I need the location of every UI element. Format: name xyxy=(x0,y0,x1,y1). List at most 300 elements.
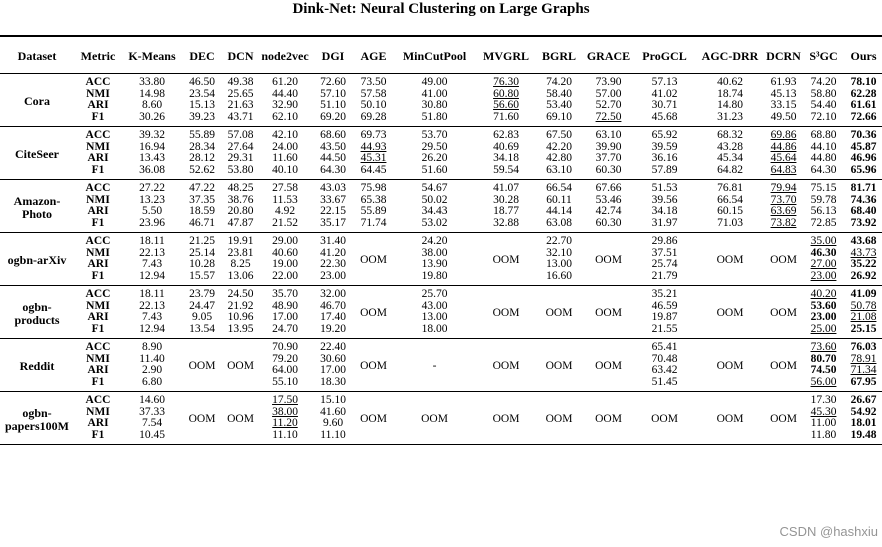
table-cell-merged: OOM xyxy=(770,359,797,372)
metric-label: ARI xyxy=(87,258,109,270)
table-cell: 30.26 xyxy=(139,110,165,123)
metric-label: ARI xyxy=(87,417,109,429)
table-cell: 65.38 xyxy=(360,193,387,206)
table-cell-merged: OOM xyxy=(716,359,744,372)
table-cell: 61.93 xyxy=(770,76,797,88)
table-row xyxy=(0,233,882,248)
table-cell: 31.40 xyxy=(320,235,346,247)
table-cell: 43.73 xyxy=(850,246,877,259)
table-cell: 24.70 xyxy=(272,322,298,335)
metric-label: NMI xyxy=(86,140,110,153)
table-cell: 73.70 xyxy=(770,193,797,206)
table-cell: 13.00 xyxy=(421,311,448,323)
table-cell: 11.10 xyxy=(272,428,298,441)
table-cell: 61.61 xyxy=(850,99,877,111)
table-cell: 29.86 xyxy=(651,235,678,247)
table-cell: 76.30 xyxy=(493,76,519,88)
column-header: K-Means xyxy=(128,48,176,63)
table-cell: 46.50 xyxy=(189,76,215,88)
table-cell: 14.60 xyxy=(139,394,165,406)
table-cell: 33.15 xyxy=(770,99,797,111)
metric-label: NMI xyxy=(86,246,110,259)
metric-label: F1 xyxy=(91,375,105,388)
table-cell: 11.40 xyxy=(139,352,165,365)
table-cell: 27.64 xyxy=(227,140,254,153)
table-cell-merged: OOM xyxy=(360,359,387,372)
table-row xyxy=(0,100,882,112)
table-cell-merged: OOM xyxy=(545,412,573,425)
table-cell: 78.10 xyxy=(850,76,877,88)
table-cell: 67.95 xyxy=(850,375,877,388)
table-cell: 65.41 xyxy=(651,341,678,353)
table-cell: 11.00 xyxy=(810,417,837,429)
table-cell: 29.50 xyxy=(421,140,448,153)
table-cell: 13.95 xyxy=(227,322,254,335)
metric-label: ARI xyxy=(87,364,109,376)
column-header: AGE xyxy=(360,48,387,63)
table-cell: 81.71 xyxy=(850,182,877,194)
metric-label: ACC xyxy=(85,288,111,300)
table-cell: 27.00 xyxy=(810,258,837,270)
table-cell: 79.94 xyxy=(770,182,797,194)
table-cell-merged: OOM xyxy=(492,359,520,372)
table-cell: 69.28 xyxy=(360,110,387,123)
table-cell: 23.00 xyxy=(320,269,346,282)
table-cell: 19.91 xyxy=(227,235,254,247)
column-header: Ours xyxy=(850,48,877,63)
table-cell: 62.83 xyxy=(493,129,519,141)
table-cell: 43.00 xyxy=(421,299,448,312)
table-cell-merged: OOM xyxy=(770,306,797,319)
table-cell: 9.05 xyxy=(191,311,213,323)
table-cell: 69.86 xyxy=(770,129,797,141)
table-cell: 50.10 xyxy=(360,99,387,111)
table-cell: 60.30 xyxy=(595,216,622,229)
table-cell-merged: OOM xyxy=(595,253,622,266)
table-cell: 70.48 xyxy=(651,352,678,365)
table-cell: 48.25 xyxy=(227,182,254,194)
table-cell: 36.08 xyxy=(139,163,165,176)
table-cell: 63.42 xyxy=(651,364,678,376)
table-cell: 32.00 xyxy=(320,288,346,300)
table-cell: 51.60 xyxy=(421,163,448,176)
table-cell: 79.20 xyxy=(272,352,298,365)
dataset-name: ogbn-arXiv xyxy=(7,253,67,267)
table-cell: 53.80 xyxy=(227,163,254,176)
table-cell-merged: OOM xyxy=(545,306,573,319)
table-cell: 18.74 xyxy=(717,87,743,100)
table-cell: 9.60 xyxy=(322,417,344,429)
table-cell: 43.68 xyxy=(850,235,877,247)
table-cell: 53.60 xyxy=(810,299,837,312)
table-cell: 14.98 xyxy=(139,87,165,100)
table-cell-merged: OOM xyxy=(651,412,678,425)
table-cell: 53.02 xyxy=(421,216,448,229)
table-cell: 25.65 xyxy=(227,87,254,100)
table-cell: 45.13 xyxy=(770,87,797,100)
table-cell: 24.50 xyxy=(227,288,254,300)
table-cell: 75.15 xyxy=(810,182,837,194)
table-cell: 19.80 xyxy=(421,269,448,282)
table-cell: 39.23 xyxy=(189,110,215,123)
table-cell: 35.70 xyxy=(272,288,298,300)
table-cell: 17.30 xyxy=(810,394,837,406)
table-cell: 13.00 xyxy=(546,258,572,270)
table-cell: 44.40 xyxy=(272,87,298,100)
table-cell: 41.09 xyxy=(850,288,877,300)
table-cell: 21.08 xyxy=(850,311,877,323)
table-cell: 5.50 xyxy=(141,205,163,217)
table-cell: 64.45 xyxy=(360,163,387,176)
metric-label: F1 xyxy=(91,269,105,282)
table-cell: 11.60 xyxy=(272,152,298,164)
table-cell: 59.54 xyxy=(493,163,519,176)
table-cell: 34.18 xyxy=(493,152,519,164)
table-cell: 21.92 xyxy=(227,299,254,312)
table-cell: 13.06 xyxy=(227,269,254,282)
table-cell: 51.10 xyxy=(320,99,346,111)
table-cell: 20.80 xyxy=(227,205,254,217)
table-cell: 72.85 xyxy=(810,216,837,229)
table-cell: 25.00 xyxy=(810,322,837,335)
table-row xyxy=(0,180,882,195)
table-row xyxy=(0,286,882,301)
table-cell: 23.79 xyxy=(189,288,215,300)
table-title: Dink-Net: Neural Clustering on Large Graphs xyxy=(292,1,590,17)
table-cell: 40.10 xyxy=(272,163,298,176)
table-cell: 11.10 xyxy=(320,428,346,441)
table-cell: 54.40 xyxy=(810,99,837,111)
table-cell: 42.74 xyxy=(595,205,622,217)
table-cell: 46.71 xyxy=(189,216,215,229)
table-row xyxy=(0,74,882,89)
table-cell-merged: OOM xyxy=(716,253,744,266)
table-cell: 39.90 xyxy=(595,140,622,153)
column-header: DGI xyxy=(321,48,345,63)
column-header: DEC xyxy=(189,48,215,63)
table-cell: 69.20 xyxy=(320,110,346,123)
table-cell: 52.62 xyxy=(189,163,215,176)
table-cell: 41.02 xyxy=(651,87,678,100)
table-cell: 60.11 xyxy=(546,193,572,206)
table-cell: 72.10 xyxy=(810,110,837,123)
table-cell: 17.00 xyxy=(320,364,346,376)
table-cell: 70.36 xyxy=(850,129,877,141)
table-cell: 13.54 xyxy=(189,322,215,335)
table-cell: 22.13 xyxy=(139,299,165,312)
table-cell: 33.80 xyxy=(139,76,165,88)
table-cell: 45.68 xyxy=(651,110,678,123)
metric-label: NMI xyxy=(86,87,110,100)
table-cell-merged: OOM xyxy=(716,306,744,319)
table-cell: 11.20 xyxy=(272,417,298,429)
table-cell: 44.50 xyxy=(320,152,346,164)
table-cell: 38.00 xyxy=(421,246,448,259)
table-cell: 45.87 xyxy=(850,140,877,153)
column-header: ProGCL xyxy=(642,48,687,63)
table-cell: 26.67 xyxy=(850,394,877,406)
table-cell: 56.60 xyxy=(493,99,519,111)
table-cell: 31.23 xyxy=(717,110,743,123)
table-cell: 37.33 xyxy=(139,405,165,418)
table-cell: 41.07 xyxy=(493,182,519,194)
table-cell: 25.14 xyxy=(189,246,215,259)
table-cell-merged: OOM xyxy=(770,412,797,425)
table-cell: 30.28 xyxy=(493,193,519,206)
table-cell: 15.13 xyxy=(189,99,215,111)
table-cell-merged: OOM xyxy=(595,306,622,319)
table-cell: 64.30 xyxy=(320,163,346,176)
table-cell: 37.35 xyxy=(189,193,215,206)
dataset-name: ogbn-papers100M xyxy=(5,405,69,433)
table-cell: 60.15 xyxy=(717,205,743,217)
table-cell: 8.60 xyxy=(141,99,163,111)
table-cell: 46.96 xyxy=(850,152,877,164)
table-cell: 4.92 xyxy=(274,205,296,217)
table-cell: 17.00 xyxy=(272,311,298,323)
table-cell: 55.89 xyxy=(360,205,387,217)
table-cell: 37.70 xyxy=(595,152,622,164)
table-cell: 11.53 xyxy=(272,193,298,206)
table-cell: 51.45 xyxy=(651,375,678,388)
metric-label: ARI xyxy=(87,152,109,164)
table-cell: 49.38 xyxy=(227,76,254,88)
column-header: DCRN xyxy=(766,48,801,63)
column-header: DCN xyxy=(227,48,254,63)
table-row xyxy=(0,153,882,165)
table-row xyxy=(0,127,882,142)
table-cell: 30.80 xyxy=(421,99,448,111)
table-cell: 18.30 xyxy=(320,375,346,388)
table-cell-merged: OOM xyxy=(492,306,520,319)
metric-label: ACC xyxy=(85,394,111,406)
table-cell: 7.43 xyxy=(141,258,163,270)
table-cell: 28.12 xyxy=(189,152,215,164)
table-cell: 43.03 xyxy=(320,182,346,194)
metric-label: ACC xyxy=(85,129,111,141)
table-cell: 63.69 xyxy=(770,205,797,217)
table-cell: 64.00 xyxy=(272,364,298,376)
table-cell: 21.25 xyxy=(189,235,215,247)
table-cell: 24.00 xyxy=(272,140,298,153)
table-row xyxy=(0,206,882,218)
table-cell: 45.31 xyxy=(360,152,387,164)
table-cell: 16.94 xyxy=(139,140,165,153)
table-cell: 35.22 xyxy=(850,258,877,270)
table-cell: 45.34 xyxy=(717,152,743,164)
table-cell: 72.50 xyxy=(595,110,622,123)
table-cell-merged: OOM xyxy=(716,412,744,425)
table-body xyxy=(0,74,882,445)
table-cell-merged: OOM xyxy=(545,359,573,372)
table-cell: 19.00 xyxy=(272,258,298,270)
table-cell-merged: OOM xyxy=(188,359,216,372)
table-cell-merged: OOM xyxy=(595,359,622,372)
table-cell: 73.92 xyxy=(850,216,877,229)
table-cell: 71.60 xyxy=(493,110,519,123)
table-cell-merged: OOM xyxy=(595,412,622,425)
table-row xyxy=(0,112,882,127)
table-cell: 68.40 xyxy=(850,205,877,217)
metric-label: F1 xyxy=(91,163,105,176)
table-cell: 18.11 xyxy=(139,235,165,247)
table-cell-merged: OOM xyxy=(227,412,254,425)
table-cell: 16.60 xyxy=(546,269,572,282)
table-cell: 57.58 xyxy=(360,87,387,100)
dataset-name: Cora xyxy=(24,94,50,108)
table-cell: 32.88 xyxy=(493,216,519,229)
table-cell-merged: OOM xyxy=(360,253,387,266)
table-cell: 72.60 xyxy=(320,76,346,88)
table-cell-merged: OOM xyxy=(492,412,520,425)
table-cell: 74.36 xyxy=(850,193,877,206)
metric-label: ARI xyxy=(87,99,109,111)
table-cell: 47.87 xyxy=(227,216,254,229)
table-cell: 44.10 xyxy=(810,140,837,153)
table-cell: 43.71 xyxy=(227,110,254,123)
table-cell: 63.10 xyxy=(546,163,572,176)
table-cell: 58.40 xyxy=(546,87,572,100)
table-cell: 33.67 xyxy=(320,193,346,206)
table-cell: 22.00 xyxy=(272,269,298,282)
table-cell: 73.60 xyxy=(810,341,837,353)
results-table xyxy=(0,40,882,445)
table-cell: 68.80 xyxy=(810,129,837,141)
table-cell: 47.22 xyxy=(189,182,215,194)
table-cell: 22.30 xyxy=(320,258,346,270)
table-cell: 25.70 xyxy=(421,288,448,300)
table-cell: 10.45 xyxy=(139,428,165,441)
table-cell: 69.73 xyxy=(360,129,387,141)
table-cell: 30.60 xyxy=(320,352,346,365)
table-cell: 32.10 xyxy=(546,246,572,259)
table-cell: 19.87 xyxy=(651,311,678,323)
table-cell: 46.70 xyxy=(320,299,346,312)
table-cell: 44.86 xyxy=(770,140,797,153)
table-cell: 74.50 xyxy=(810,364,837,376)
table-cell: 57.13 xyxy=(651,76,678,88)
table-cell: 64.30 xyxy=(810,163,837,176)
table-cell: 55.10 xyxy=(272,375,298,388)
table-cell: 44.80 xyxy=(810,152,837,164)
table-cell: 17.50 xyxy=(272,394,298,406)
table-cell: 18.11 xyxy=(139,288,165,300)
table-cell: 29.31 xyxy=(227,152,254,164)
table-cell: 40.20 xyxy=(810,288,837,300)
table-cell: 71.74 xyxy=(360,216,387,229)
dataset-name: CiteSeer xyxy=(15,147,59,161)
table-cell: 39.32 xyxy=(139,129,165,141)
table-cell: 71.03 xyxy=(717,216,743,229)
table-cell: 12.94 xyxy=(139,269,165,282)
metric-label: NMI xyxy=(86,193,110,206)
table-cell: 75.98 xyxy=(360,182,387,194)
metric-label: F1 xyxy=(91,110,105,123)
table-cell: 19.48 xyxy=(850,428,877,441)
table-cell: 42.80 xyxy=(546,152,572,164)
table-cell: 24.20 xyxy=(421,235,448,247)
table-cell: 22.13 xyxy=(139,246,165,259)
table-cell: 44.14 xyxy=(546,205,572,217)
table-cell: 60.30 xyxy=(595,163,622,176)
table-cell: 6.80 xyxy=(141,375,163,388)
table-cell: 50.02 xyxy=(421,193,448,206)
table-cell: 72.66 xyxy=(850,110,877,123)
table-cell: 49.00 xyxy=(421,76,448,88)
table-cell: 64.82 xyxy=(717,163,743,176)
table-cell: 63.08 xyxy=(546,216,572,229)
watermark: CSDN @hashxiu xyxy=(779,524,878,539)
table-cell: 13.23 xyxy=(139,193,165,206)
table-cell: 34.43 xyxy=(421,205,448,217)
table-cell: 35.17 xyxy=(320,216,346,229)
table-cell: 15.10 xyxy=(320,394,346,406)
table-row xyxy=(0,218,882,233)
table-cell: 55.89 xyxy=(189,129,215,141)
table-cell: 57.89 xyxy=(651,163,678,176)
table-row xyxy=(0,392,882,407)
table-cell-merged: OOM xyxy=(492,253,520,266)
table-row xyxy=(0,165,882,180)
table-cell: 74.20 xyxy=(546,76,572,88)
column-header: Metric xyxy=(80,48,116,63)
table-cell: 53.40 xyxy=(546,99,572,111)
table-cell: 12.94 xyxy=(139,322,165,335)
table-cell: 50.78 xyxy=(850,299,877,312)
metric-label: F1 xyxy=(91,322,105,335)
table-cell: 22.15 xyxy=(320,205,346,217)
table-cell: 13.90 xyxy=(421,258,448,270)
table-cell: 45.64 xyxy=(770,152,797,164)
table-cell: 66.54 xyxy=(717,193,743,206)
metric-label: F1 xyxy=(91,216,105,229)
table-cell: 27.22 xyxy=(139,182,165,194)
table-row xyxy=(0,339,882,354)
table-cell: 54.92 xyxy=(850,405,877,418)
table-cell: 10.28 xyxy=(189,258,215,270)
table-cell: 76.03 xyxy=(850,341,877,353)
table-cell: 36.16 xyxy=(651,152,678,164)
table-cell: 23.81 xyxy=(227,246,254,259)
table-cell: 57.00 xyxy=(595,87,622,100)
table-cell: 53.70 xyxy=(421,129,448,141)
table-cell: 18.00 xyxy=(421,322,448,335)
table-cell: 62.10 xyxy=(272,110,298,123)
table-cell: 27.58 xyxy=(272,182,298,194)
table-cell: 71.34 xyxy=(850,364,877,376)
table-cell: 21.63 xyxy=(227,99,254,111)
table-cell: 70.90 xyxy=(272,341,298,353)
table-cell: 26.92 xyxy=(850,269,877,282)
table-cell: 58.80 xyxy=(810,87,837,100)
table-cell: 41.60 xyxy=(320,405,346,418)
dataset-name: Amazon-Photo xyxy=(13,193,61,221)
table-cell: 51.53 xyxy=(651,182,678,194)
table-cell: 65.92 xyxy=(651,129,678,141)
table-cell: 48.90 xyxy=(272,299,298,312)
table-cell: 23.00 xyxy=(810,311,837,323)
table-cell: 28.34 xyxy=(189,140,215,153)
header-row xyxy=(0,40,882,74)
table-cell: 39.56 xyxy=(651,193,678,206)
table-cell: 56.13 xyxy=(810,205,837,217)
table-cell: 10.96 xyxy=(227,311,254,323)
table-cell: 78.91 xyxy=(850,352,877,365)
table-cell: 44.93 xyxy=(360,140,387,153)
table-cell: 31.97 xyxy=(651,216,678,229)
metric-label: F1 xyxy=(91,428,105,441)
column-header: AGC-DRR xyxy=(701,48,759,63)
